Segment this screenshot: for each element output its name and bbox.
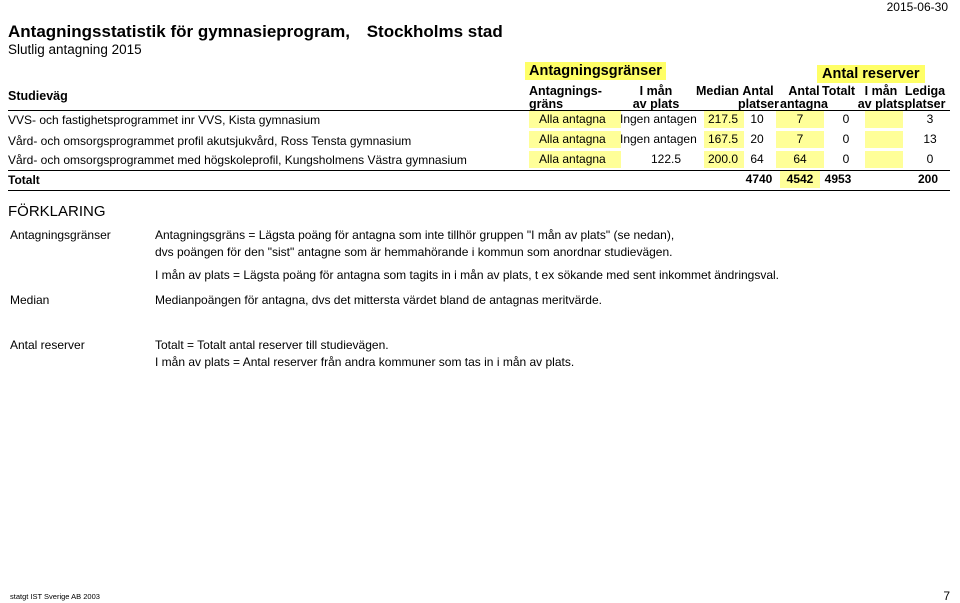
- row-median: 167.5: [704, 131, 744, 148]
- col-header-median: Median: [696, 84, 740, 98]
- row-antal-antagna: 64: [776, 151, 824, 168]
- row-antagningsgrans: Alla antagna: [529, 131, 621, 148]
- table-bottom-rule: [8, 190, 950, 191]
- row-lediga-platser: 3: [926, 112, 934, 126]
- row-totalt: 0: [842, 132, 850, 146]
- totals-label: Totalt: [8, 173, 40, 187]
- col-header-line: platser: [738, 97, 779, 111]
- legend-label-antal-reserver: Antal reserver: [10, 338, 85, 352]
- col-header-line: Lediga: [904, 84, 946, 98]
- row-studievag: Vård- och omsorgsprogrammet profil akutsjukvård, Ross Tensta gymnasium: [8, 134, 412, 148]
- row-res-i-man: [865, 131, 903, 148]
- row-antagningsgrans: Alla antagna: [529, 111, 621, 128]
- title-text: Antagningsstatistik för gymnasieprogram,: [8, 22, 350, 41]
- totals-totalt: 4953: [824, 172, 852, 186]
- title-city: Stockholms stad: [366, 22, 503, 41]
- totals-antal-antagna: 4542: [780, 171, 820, 188]
- col-header-studievag: Studieväg: [8, 89, 68, 103]
- legend-label-antagningsgranser: Antagningsgränser: [10, 228, 111, 242]
- legend-line: I mån av plats = Antal reserver från andra kommuner som tas in i mån av plats.: [155, 354, 575, 369]
- row-antal-platser: 20: [750, 132, 764, 146]
- report-date: 2015-06-30: [886, 0, 948, 14]
- row-studievag: Vård- och omsorgsprogrammet med högskoleprofil, Kungsholmens Västra gymnasium: [8, 153, 467, 167]
- row-i-man-av-plats: Ingen antagen: [620, 132, 697, 146]
- col-header-antagningsgrans: [529, 85, 602, 111]
- col-header-lediga-platser: [902, 85, 948, 111]
- col-header-i-man: [626, 85, 686, 111]
- row-lediga-platser: 0: [926, 152, 934, 166]
- col-header-line: av plats: [632, 97, 680, 111]
- page-title: [8, 22, 503, 42]
- col-header-line: av plats: [857, 97, 905, 111]
- col-header-line: gräns: [529, 97, 564, 111]
- totals-antal-platser: 4740: [745, 172, 773, 186]
- legend-line: dvs poängen för den "sist" antagne som är hemmahörande i kommun som anordnar studievägen.: [155, 244, 673, 259]
- page-subtitle: Slutlig antagning 2015: [8, 42, 142, 57]
- legend-title: FÖRKLARING: [8, 203, 106, 220]
- page-number: 7: [943, 589, 950, 603]
- legend-text-antal-reserver: [155, 337, 574, 370]
- row-median: 200.0: [704, 151, 744, 168]
- row-antal-platser: 10: [750, 112, 764, 126]
- row-antal-antagna: 7: [776, 131, 824, 148]
- group-header-antal-reserver: Antal reserver: [817, 65, 925, 83]
- row-antal-antagna: 7: [776, 111, 824, 128]
- totals-lediga-platser: 200: [917, 172, 939, 186]
- legend-text-antagningsgranser: [155, 227, 779, 284]
- row-totalt: 0: [842, 152, 850, 166]
- row-i-man-av-plats: 122.5: [651, 152, 682, 166]
- legend-line: Antagningsgräns = Lägsta poäng för antagna som inte tillhör gruppen "I mån av plats" (se nedan),: [155, 228, 675, 242]
- row-median: 217.5: [704, 111, 744, 128]
- row-res-i-man: [865, 151, 903, 168]
- col-header-antal-antagna: [780, 85, 828, 111]
- legend-text-median: Medianpoängen för antagna, dvs det mittersta värdet bland de antagnas meritvärde.: [155, 293, 602, 307]
- col-header-line: Antal: [788, 84, 820, 98]
- col-header-line: Antal: [742, 84, 774, 98]
- legend-label-median: Median: [10, 293, 50, 307]
- col-header-antal-platser: [738, 85, 778, 111]
- col-header-line: I mån: [864, 84, 898, 98]
- col-header-line: platser: [904, 97, 946, 111]
- col-header-line: I mån: [639, 84, 673, 98]
- row-totalt: 0: [842, 112, 850, 126]
- group-header-antagningsgranser: Antagningsgränser: [525, 62, 666, 80]
- row-res-i-man: [865, 111, 903, 128]
- row-studievag: VVS- och fastighetsprogrammet inr VVS, Kista gymnasium: [8, 113, 321, 127]
- col-header-line: Antagnings-: [529, 84, 602, 98]
- row-antagningsgrans: Alla antagna: [529, 151, 621, 168]
- row-lediga-platser: 13: [923, 132, 937, 146]
- col-header-res-i-man: [855, 85, 907, 111]
- col-header-line: antagna: [780, 97, 828, 111]
- legend-line: Totalt = Totalt antal reserver till studievägen.: [155, 338, 389, 352]
- row-i-man-av-plats: Ingen antagen: [620, 112, 697, 126]
- legend-line: I mån av plats = Lägsta poäng för antagna som tagits in i mån av plats, t ex sökande med sent inkommet ändringsval.: [155, 268, 780, 282]
- footer-credit: statgt IST Sverige AB 2003: [10, 592, 100, 601]
- col-header-totalt: Totalt: [822, 84, 856, 98]
- row-antal-platser: 64: [750, 152, 764, 166]
